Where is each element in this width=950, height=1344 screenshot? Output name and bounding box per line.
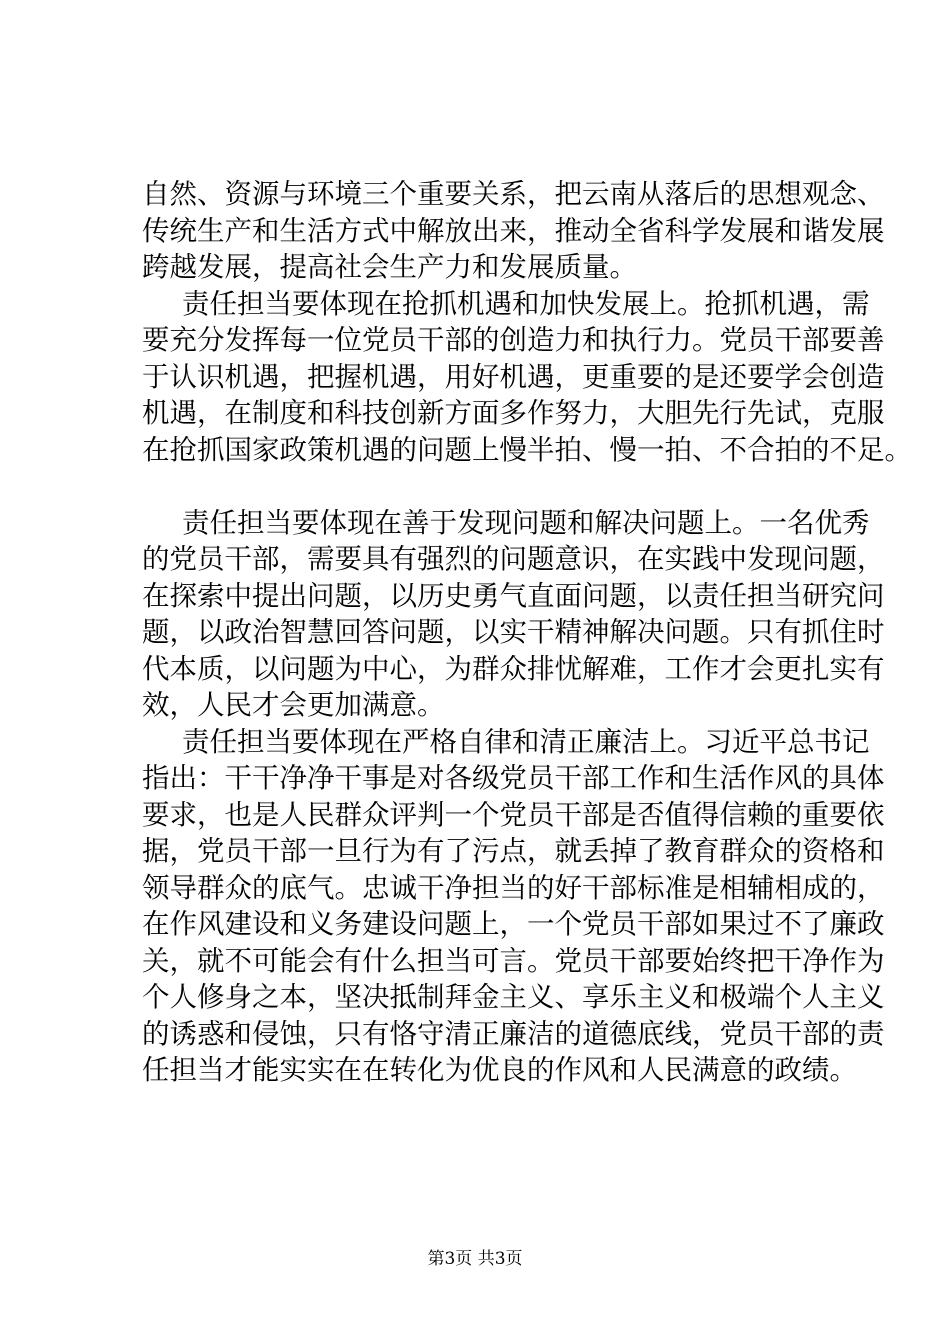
text-line: 效，人民才会更加满意。 bbox=[142, 689, 445, 721]
text-line: 代本质，以问题为中心，为群众排忧解难，工作才会更扎实有 bbox=[142, 652, 885, 685]
text-line: 据，党员干部一旦行为有了污点，就丢掉了教育群众的资格和 bbox=[142, 835, 885, 867]
text-line: 传统生产和生活方式中解放出来，推动全省科学发展和谐发展 bbox=[142, 214, 885, 247]
text-line: 要充分发挥每一位党员干部的创造力和执行力。党员干部要善 bbox=[142, 324, 885, 356]
text-line: 机遇，在制度和科技创新方面多作努力，大胆先行先试，克服 bbox=[142, 397, 885, 429]
text-line: 责任担当要体现在严格自律和清正廉洁上。习近平总书记 bbox=[182, 725, 870, 758]
text-line: 指出：干干净净干事是对各级党员干部工作和生活作风的具体 bbox=[142, 762, 885, 794]
text-line: 的党员干部，需要具有强烈的问题意识，在实践中发现问题， bbox=[142, 543, 885, 575]
text-line: 于认识机遇，把握机遇，用好机遇，更重要的是还要学会创造 bbox=[142, 360, 885, 393]
paragraph-4 bbox=[142, 724, 885, 1089]
text-line: 在探索中提出问题，以历史勇气直面问题，以责任担当研究问 bbox=[142, 579, 885, 612]
page-number-footer: 第3页 共3页 bbox=[427, 1249, 523, 1269]
text-line: 在作风建设和义务建设问题上，一个党员干部如果过不了廉政 bbox=[142, 908, 885, 940]
text-line: 题，以政治智慧回答问题，以实干精神解决问题。只有抓住时 bbox=[142, 616, 885, 648]
paragraph-2 bbox=[142, 286, 912, 469]
text-line: 领导群众的底气。忠诚干净担当的好干部标准是相辅相成的， bbox=[142, 871, 885, 904]
text-line: 任担当才能实实在在转化为优良的作风和人民满意的政绩。 bbox=[142, 1054, 857, 1086]
text-line: 自然、资源与环境三个重要关系，把云南从落后的思想观念、 bbox=[142, 178, 885, 210]
text-line: 责任担当要体现在抢抓机遇和加快发展上。抢抓机遇，需 bbox=[182, 287, 870, 320]
text-line: 跨越发展，提高社会生产力和发展质量。 bbox=[142, 251, 637, 283]
text-line: 要求，也是人民群众评判一个党员干部是否值得信赖的重要依 bbox=[142, 798, 885, 831]
text-line: 责任担当要体现在善于发现问题和解决问题上。一名优秀 bbox=[182, 506, 870, 539]
text-line: 的诱惑和侵蚀，只有恪守清正廉洁的道德底线，党员干部的责 bbox=[142, 1017, 885, 1050]
document-body bbox=[142, 176, 912, 1089]
text-line: 个人修身之本，坚决抵制拜金主义、享乐主义和极端个人主义 bbox=[142, 981, 885, 1013]
paragraph-spacer bbox=[142, 468, 832, 505]
text-line: 关，就不可能会有什么担当可言。党员干部要始终把干净作为 bbox=[142, 944, 885, 977]
paragraph-1 bbox=[142, 176, 885, 286]
text-line: 在抢抓国家政策机遇的问题上慢半拍、慢一拍、不合拍的不足。 bbox=[142, 433, 912, 466]
paragraph-3 bbox=[142, 505, 885, 724]
